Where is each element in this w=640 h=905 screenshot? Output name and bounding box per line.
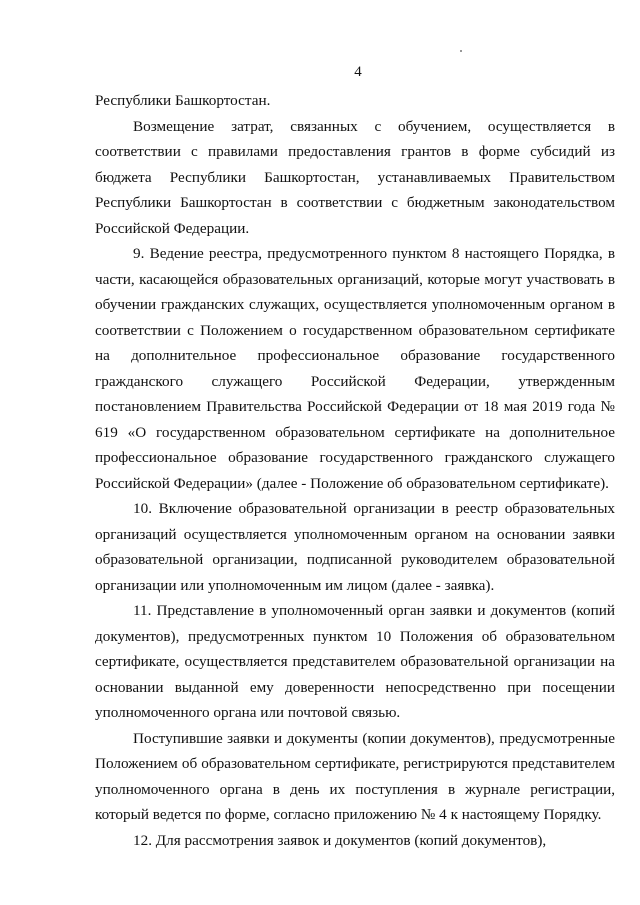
document-body bbox=[95, 88, 615, 853]
paragraph-received-applications: Поступившие заявки и документы (копии документов), предусмотренные Положением об образовательном сертификате, регистрируются представителем уполномоченного органа в день их поступления в журнале регистрации, который ведется по форме, согласно приложению № 4 к настоящему Порядку. bbox=[95, 729, 615, 823]
paragraph-11-submission: 11. Представление в уполномоченный орган заявки и документов (копий документов), предусмотренных пунктом 10 Положения об образовательном сертификате, осуществляется представителем образовательной организации на основании выданной ему доверенности непосредственно при посещении уполномоченного органа или почтовой связью. bbox=[95, 602, 615, 721]
page-number: 4 bbox=[354, 64, 362, 80]
paragraph-cost-reimbursement: Возмещение затрат, связанных с обучением, осуществляется в соответствии с правилами предоставления грантов в форме субсидий из бюджета Республики Башкортостан, устанавливаемых Правительством Республики Башкортостан в соответствии с бюджетным законодательством Российской Федерации. bbox=[95, 117, 615, 237]
paragraph-12-review: 12. Для рассмотрения заявок и документов (копий документов), bbox=[133, 831, 547, 849]
paragraph-10-inclusion: 10. Включение образовательной организации в реестр образовательных организаций осуществляется уполномоченным органом на основании заявки образовательной организации, подписанной руководителем образовательной организации или уполномоченным им лицом (далее - заявка). bbox=[95, 500, 615, 594]
paragraph-continuation: Республики Башкортостан. bbox=[95, 92, 271, 109]
scan-speck bbox=[460, 50, 462, 52]
paragraph-9-registry: 9. Ведение реестра, предусмотренного пунктом 8 настоящего Порядка, в части, касающейся образовательных организаций, которые могут участвовать в обучении гражданских служащих, осуществляется уполномоченным органом в соответствии с Положением о государственном образовательном сертификате на дополнительное профессиональное образование государственного гражданского служащего Российской Федерации, утвержденным постановлением Правительства Российской Федерации от 18 мая 2019 года № 619 «О государственном образовательном сертификате на дополнительное профессиональное образование государственного гражданского служащего Российской Федерации» (далее - Положение об образовательном сертификате). bbox=[95, 245, 615, 492]
